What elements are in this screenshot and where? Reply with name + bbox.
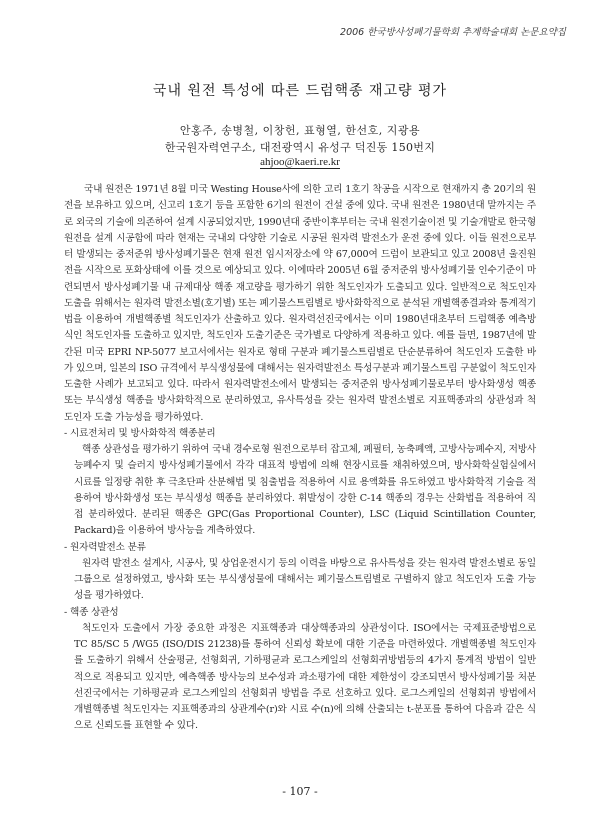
paper-title: 국내 원전 특성에 따른 드럼핵종 재고량 평가	[152, 83, 448, 99]
intro-paragraph: 국내 원전은 1971년 8월 미국 Westing House사에 의한 고리 1호기 착공을 시작으로 현재까지 총 20기의 원전을 보유하고 있으며, 신고리 1호기 등을 포함한 6기의 원전이 건설 중에 있다. 국내 원전은 1980년대 말까지는 주로 외국의 기술에 의존하여 설계 시공되었지만, 1990년대 중반이후부터는 국내 원전기술이전 및 기술개발로 한국형원전을 설계 시공함에 따라 현재는 국내외 다양한 기술로 시공된 원자력 발전소가 운전 중에 있다. 이들 원전으로부터 발생되는 중저준위 방사성폐기물은 현재 원전 임시저장소에 약 67,000여 드럼이 보관되고 있고 2008년 울진원전을 시작으로 포화상태에 이를 것으로 예상되고 있다. 이에따라 2005년 6월 중저준위 방사성폐기물 인수기준이 마련되면서 방사성폐기물 내 규제대상 핵종 재고량을 평가하기 위한 척도인자가 도출되고 있다. 일반적으로 척도인자 도출을 위해서는 원자력 발전소별(호기별) 또는 폐기물스트림별로 방사화학적으로 분석된 개별핵종결과와 통계적기법을 이용하여 개별핵종별 척도인자가 산출하고 있다. 원자력선진국에서는 이미 1980년대초부터 드럼핵종 예측방식인 척도인자를 도출하고 있지만, 척도인자 도출기준은 국가별로 다양하게 적용하고 있다. 예를 들면, 1987년에 발간된 미국 EPRI NP-5077 보고서에서는 원자로 형태 구분과 폐기물스트림별로 단순분류하여 척도인자 도출한 바가 있으며, 일본의 ISO 규격에서 부식생성물에 대해서는 원자력발전소 특성구분과 폐기물스트림 구분없이 척도인자 도출한 사례가 보고되고 있다. 따라서 원자력발전소에서 발생되는 중저준위 방사성폐기물로부터 방사화생성 핵종 또는 부식생성 핵종을 방사화학적으로 분리하였고, 유사특성을 갖는 원자력 발전소별로 지표핵종과의 상관성과 척도인자 도출 가능성을 평가하였다.	[64, 184, 536, 423]
section-paragraph: 척도인자 도출에서 가장 중요한 과정은 지표핵종과 대상핵종과의 상관성이다. ISO에서는 국제표준방법으로 TC 85/SC 5 /WG5 (ISO/DIS 21238)를 통하여 신뢰성 확보에 대한 기준을 마련하였다. 개별핵종별 척도인자를 도출하기 위해서 산술평균, 선형회귀, 기하평균과 로그스케일의 선형회귀방법등의 4가지 통계적 방법이 일반적으로 적용되고 있지만, 예측핵종 방사능의 보수성과 과소평가에 대한 제한성이 강조되면서 방사성폐기물 처분 선진국에서는 기하평균과 로그스케일의 선형회귀 방법을 주로 선호하고 있다. 로그스케일의 선형회귀 방법에서 개별핵종별 척도인자는 지표핵종과의 상관계수(r)와 시료 수(n)에 의해 산출되는 t-분포를 통하여 다음과 같은 식으로 신뢰도를 표현할 수 있다.	[74, 622, 536, 732]
paper-email[interactable]	[0, 156, 600, 168]
page-number: - 107 -	[282, 785, 318, 798]
section-heading: - 원자력발전소 분류	[64, 541, 146, 553]
paper-body	[64, 182, 536, 735]
section-heading: - 시료전처리 및 방사화학적 핵종분리	[64, 427, 216, 439]
section-paragraph: 원자력 발전소 설계사, 시공사, 및 상업운전시기 등의 이력을 바탕으로 유사특성을 갖는 원자력 발전소별로 동일그룹으로 설정하였고, 방사화 또는 부식생성물에 대해서는 폐기물스트림별로 구별하지 않고 척도인자 도출 가능성을 평가하였다.	[74, 557, 536, 602]
paper-authors: 안홍주, 송병철, 이창헌, 표형열, 한선호, 지광용	[179, 124, 421, 137]
conference-header: 2006 한국방사성폐기물학회 추계학술대회 논문요약집	[340, 27, 566, 38]
email-link[interactable]: ahjoo@kaeri.re.kr	[260, 156, 340, 168]
paper-affiliation: 한국원자력연구소, 대전광역시 유성구 덕진동 150번지	[164, 141, 436, 154]
section-paragraph: 핵종 상관성을 평가하기 위하여 국내 경수로형 원전으로부터 잡고체, 폐필터, 농축폐액, 고방사능폐수지, 저방사능폐수지 및 슬러지 방사성폐기물에서 각각 대표적 방법에 의해 현장시료를 채취하였으며, 방사화학실험실에서 시료를 일정량 취한 후 극초단파 산분해법 및 침출법을 적용하여 시료 용액화를 유도하였고 방사화학적 기술을 적용하여 방사화생성 또는 부식생성 핵종을 분리하였다. 휘발성이 강한 C-14 핵종의 경우는 산화법을 적용하여 직접 분리하였다. 분리된 핵종은 GPC(Gas Proportional Counter), LSC (Liquid Scintillation Counter, Packard)을 이용하여 방사능을 계측하였다.	[74, 444, 536, 537]
section-heading: - 핵종 상관성	[64, 606, 119, 618]
